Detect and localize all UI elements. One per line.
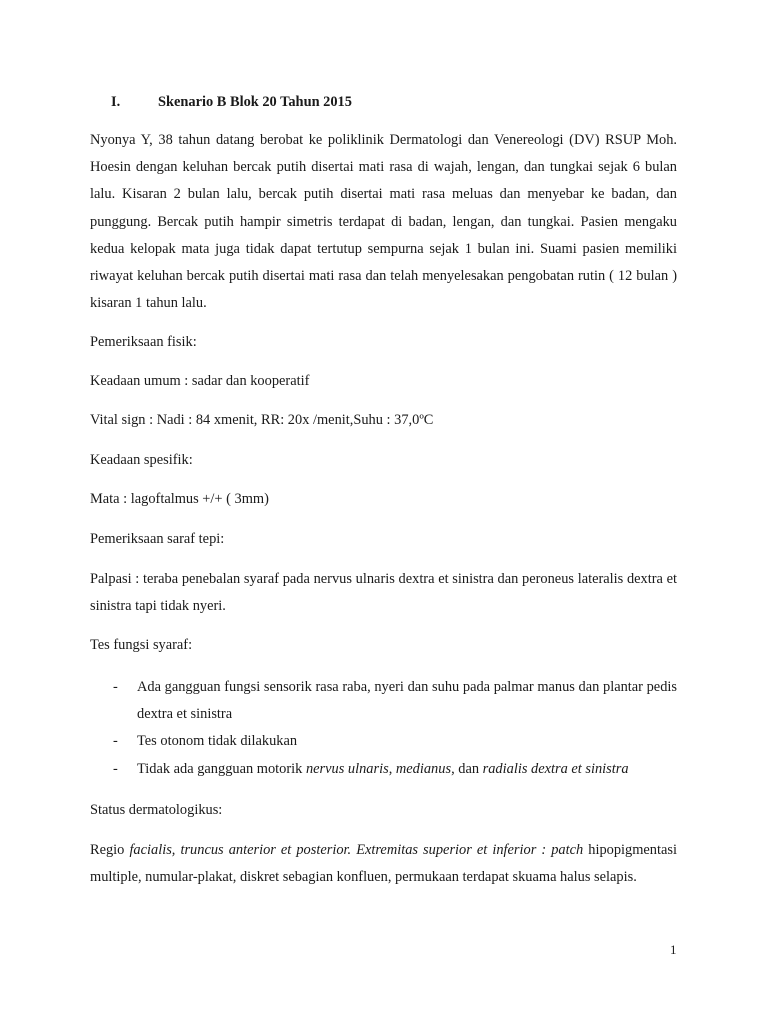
list-item bbox=[90, 756, 677, 783]
eye-finding: Mata : lagoftalmus +/+ ( 3mm) bbox=[90, 491, 269, 507]
list-dash: - bbox=[113, 679, 118, 695]
list-item-text-plain: , dan bbox=[451, 760, 483, 777]
section-title: Skenario B Blok 20 Tahun 2015 bbox=[158, 94, 352, 110]
list-item bbox=[90, 674, 677, 728]
section-number: I. bbox=[111, 94, 121, 110]
specific-condition-label: Keadaan spesifik: bbox=[90, 452, 193, 468]
regio-text-plain: Regio bbox=[90, 842, 130, 858]
vital-sign: Vital sign : Nadi : 84 xmenit, RR: 20x /menit,Suhu : 37,0ºC bbox=[90, 412, 434, 428]
list-item-text-plain: , bbox=[388, 760, 396, 777]
nerve-name-italic: nervus ulnaris bbox=[305, 760, 389, 777]
physical-exam-label: Pemeriksaan fisik: bbox=[90, 334, 197, 350]
nerve-function-test-label: Tes fungsi syaraf: bbox=[90, 637, 193, 653]
nerve-name-italic: medianus bbox=[395, 760, 452, 777]
nerve-test-list bbox=[90, 674, 677, 783]
list-item-text: Tes otonom tidak dilakukan bbox=[137, 733, 298, 750]
list-dash: - bbox=[113, 760, 118, 777]
list-item-text: Ada gangguan fungsi sensorik rasa raba, nyeri dan suhu pada palmar manus dan plantar pedis dextra et sinistra bbox=[137, 679, 677, 723]
nerve-name-italic: radialis dextra et sinistra bbox=[482, 760, 629, 777]
peripheral-nerve-exam-label: Pemeriksaan saraf tepi: bbox=[90, 531, 225, 547]
regio-text-plain: hipopigmentasi multiple, numular-plakat, diskret sebagian konfluen, permukaan terdapat skuama halus selapis. bbox=[90, 842, 677, 886]
general-condition: Keadaan umum : sadar dan kooperatif bbox=[90, 373, 310, 389]
list-dash: - bbox=[113, 733, 118, 750]
regio-text-italic: facialis, truncus anterior et posterior. Extremitas superior et inferior : patch bbox=[129, 842, 584, 858]
list-item bbox=[90, 728, 677, 755]
section-heading bbox=[111, 94, 352, 111]
scenario-paragraph: Nyonya Y, 38 tahun datang berobat ke poliklinik Dermatologi dan Venereologi (DV) RSUP Moh. Hoesin dengan keluhan bercak putih disertai mati rasa di wajah, lengan, dan tungkai sejak 6 bulan lalu. Kisaran 2 bulan lalu, bercak putih disertai mati rasa meluas dan menyebar ke badan, dan punggung. Bercak putih hampir simetris terdapat di badan, lengan, dan tungkai. Pasien mengaku kedua kelopak mata juga tidak dapat tertutup sempurna sejak 1 bulan ini. Suami pasien memiliki riwayat keluhan bercak putih disertai mati rasa dan telah menyelesakan pengobatan rutin ( 12 bulan ) kisaran 1 tahun lalu. bbox=[90, 132, 677, 312]
dermatological-status-label: Status dermatologikus: bbox=[90, 802, 223, 818]
page-number: 1 bbox=[670, 942, 677, 957]
regio-paragraph bbox=[90, 837, 677, 891]
list-item-text-plain: Tidak ada gangguan motorik bbox=[137, 760, 306, 777]
palpation-paragraph: Palpasi : teraba penebalan syaraf pada nervus ulnaris dextra et sinistra dan peroneus lateralis dextra et sinistra tapi tidak nyeri. bbox=[90, 571, 677, 615]
